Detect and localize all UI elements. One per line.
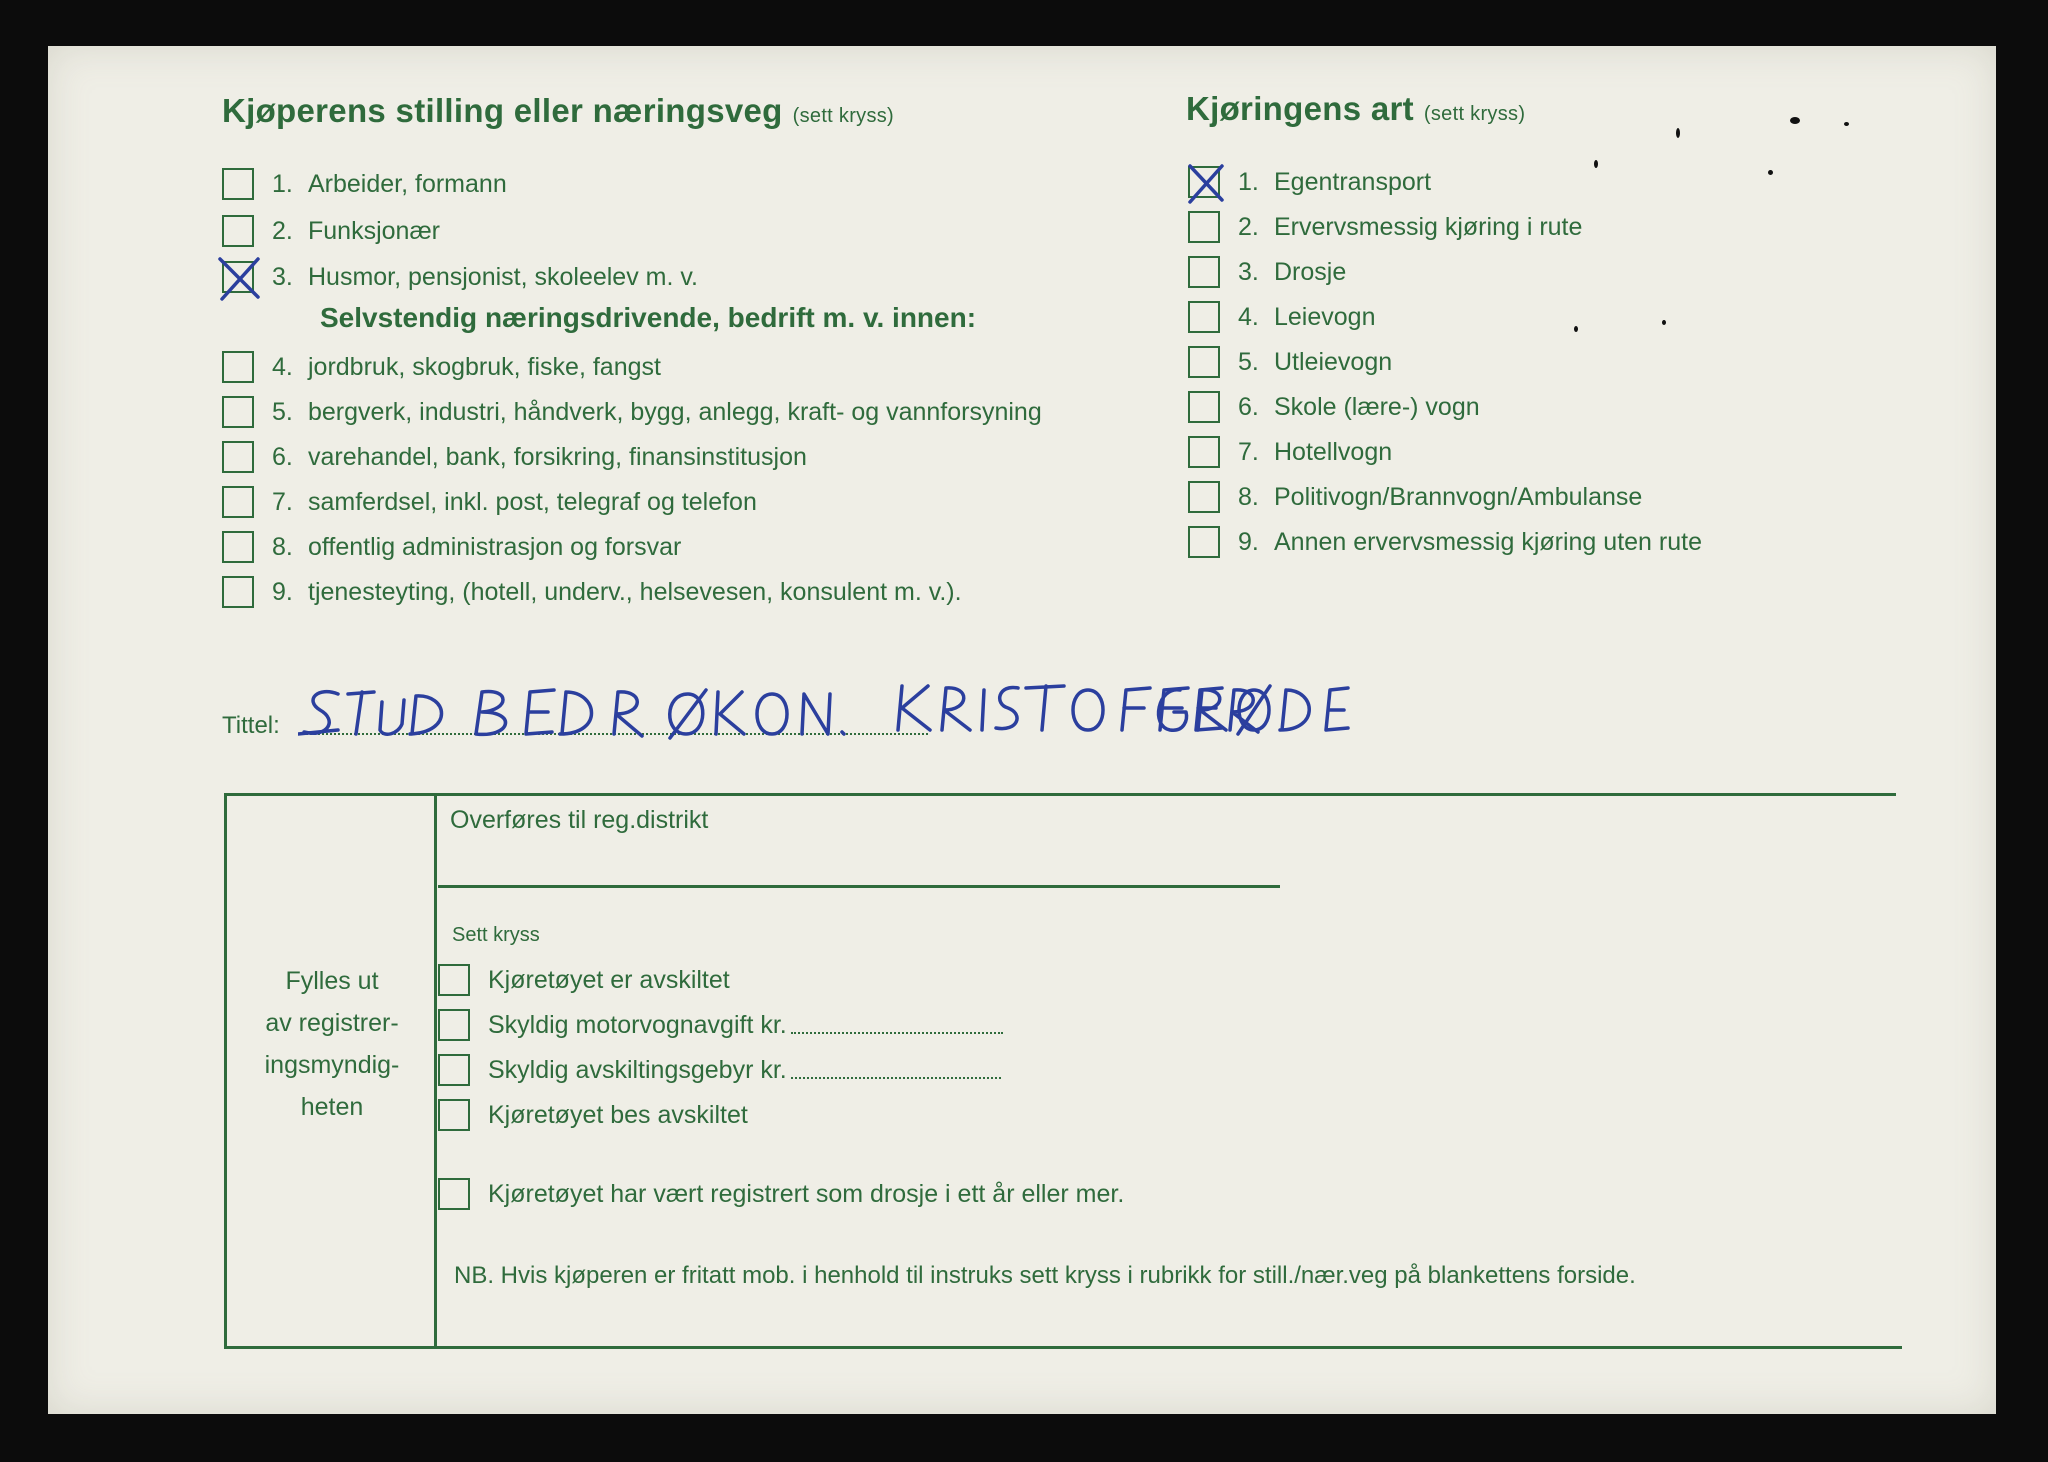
item-number: 5. bbox=[1238, 347, 1259, 376]
item-label: offentlig administrasjon og forsvar bbox=[308, 532, 682, 561]
side-label-line: heten bbox=[300, 1093, 364, 1121]
check-label: Skyldig motorvognavgift kr. bbox=[488, 1010, 787, 1039]
right-item-3[interactable] bbox=[1188, 254, 1346, 290]
item-label: Annen ervervsmessig kjøring uten rute bbox=[1274, 527, 1702, 556]
authority-check-1[interactable] bbox=[438, 962, 730, 998]
self-employed-subheading: Selvstendig næringsdrivende, bedrift m. v. innen: bbox=[320, 302, 977, 333]
item-label: Arbeider, formann bbox=[308, 169, 507, 198]
item-number: 5. bbox=[272, 397, 293, 426]
checkbox[interactable] bbox=[438, 1054, 470, 1086]
authority-check-2[interactable] bbox=[438, 1007, 1003, 1043]
checkbox-checked[interactable] bbox=[1188, 166, 1220, 198]
checkbox[interactable] bbox=[222, 486, 254, 518]
left-heading-note: (sett kryss) bbox=[792, 105, 895, 127]
item-number: 1. bbox=[1238, 167, 1259, 196]
side-label-line: av registrer- bbox=[265, 1009, 399, 1037]
authority-side-label bbox=[232, 960, 432, 1128]
item-label: Leievogn bbox=[1274, 302, 1376, 331]
handwritten-x-icon bbox=[216, 255, 264, 303]
item-label: Politivogn/Brannvogn/Ambulanse bbox=[1274, 482, 1643, 511]
item-number: 7. bbox=[1238, 437, 1259, 466]
left-item-1[interactable] bbox=[222, 166, 507, 202]
paper-speck bbox=[1662, 320, 1666, 325]
check-label: Kjøretøyet bes avskiltet bbox=[488, 1100, 748, 1129]
item-label: Ervervsmessig kjøring i rute bbox=[1274, 212, 1583, 241]
checkbox[interactable] bbox=[222, 396, 254, 428]
item-number: 2. bbox=[1238, 212, 1259, 241]
item-label: Husmor, pensjonist, skoleelev m. v. bbox=[308, 262, 698, 291]
item-label: bergverk, industri, håndverk, bygg, anlegg, kraft- og vannforsyning bbox=[308, 397, 1042, 426]
side-label-line: ingsmyndig- bbox=[264, 1051, 400, 1079]
amount-dotted-line[interactable] bbox=[791, 1077, 1001, 1079]
right-item-9[interactable] bbox=[1188, 524, 1702, 560]
checkbox[interactable] bbox=[1188, 301, 1220, 333]
right-item-5[interactable] bbox=[1188, 344, 1392, 380]
right-item-1[interactable] bbox=[1188, 164, 1431, 200]
paper-speck bbox=[1676, 128, 1680, 138]
item-number: 8. bbox=[272, 532, 293, 561]
right-item-8[interactable] bbox=[1188, 479, 1642, 515]
amount-dotted-line[interactable] bbox=[791, 1032, 1003, 1034]
checkbox[interactable] bbox=[1188, 481, 1220, 513]
transfer-district-label: Overføres til reg.distrikt bbox=[450, 806, 709, 834]
item-label: tjenesteyting, (hotell, underv., helsevesen, konsulent m. v.). bbox=[308, 577, 962, 606]
item-number: 6. bbox=[1238, 392, 1259, 421]
checkbox[interactable] bbox=[438, 1009, 470, 1041]
paper-speck bbox=[1790, 117, 1800, 124]
left-item-4[interactable] bbox=[222, 349, 661, 385]
transfer-district-field-line[interactable] bbox=[438, 885, 1280, 888]
authority-check-4[interactable] bbox=[438, 1097, 748, 1133]
checkbox[interactable] bbox=[1188, 526, 1220, 558]
checkbox[interactable] bbox=[222, 576, 254, 608]
item-label: varehandel, bank, forsikring, finansinstitusjon bbox=[308, 442, 807, 471]
checkbox[interactable] bbox=[222, 168, 254, 200]
side-label-line: Fylles ut bbox=[285, 967, 379, 995]
item-number: 2. bbox=[272, 216, 293, 245]
item-number: 9. bbox=[272, 577, 293, 606]
item-label: Egentransport bbox=[1274, 167, 1432, 196]
item-number: 4. bbox=[1238, 302, 1259, 331]
authority-box-divider bbox=[434, 793, 437, 1346]
left-item-2[interactable] bbox=[222, 213, 440, 249]
checkbox[interactable] bbox=[1188, 391, 1220, 423]
item-number: 3. bbox=[1238, 257, 1259, 286]
sett-kryss-label: Sett kryss bbox=[452, 924, 540, 946]
nb-note: NB. Hvis kjøperen er fritatt mob. i henhold til instruks sett kryss i rubrikk for still./nær.veg på blankettens forside. bbox=[454, 1262, 1636, 1289]
authority-box-left-border bbox=[224, 793, 227, 1349]
left-section-heading bbox=[222, 92, 894, 130]
authority-check-3[interactable] bbox=[438, 1052, 1001, 1088]
checkbox[interactable] bbox=[222, 531, 254, 563]
item-number: 7. bbox=[272, 487, 293, 516]
left-heading-text: Kjøperens stilling eller næringsveg bbox=[222, 92, 783, 129]
check-label: Kjøretøyet er avskiltet bbox=[488, 965, 730, 994]
check-label: Kjøretøyet har vært registrert som drosje i ett år eller mer. bbox=[488, 1179, 1125, 1208]
right-item-6[interactable] bbox=[1188, 389, 1480, 425]
checkbox[interactable] bbox=[438, 1178, 470, 1210]
authority-box-bottom-border bbox=[226, 1346, 1902, 1349]
item-label: Skole (lære-) vogn bbox=[1274, 392, 1480, 421]
item-number: 6. bbox=[272, 442, 293, 471]
checkbox[interactable] bbox=[438, 1099, 470, 1131]
authority-box-top-border bbox=[226, 793, 1896, 796]
item-label: Hotellvogn bbox=[1274, 437, 1393, 466]
right-item-4[interactable] bbox=[1188, 299, 1375, 335]
left-item-5[interactable] bbox=[222, 394, 1042, 430]
item-number: 8. bbox=[1238, 482, 1259, 511]
item-number: 1. bbox=[272, 169, 293, 198]
handwritten-x-icon bbox=[1182, 160, 1230, 208]
item-label: Utleievogn bbox=[1274, 347, 1393, 376]
item-number: 4. bbox=[272, 352, 293, 381]
authority-check-5[interactable] bbox=[438, 1176, 1124, 1212]
paper-speck bbox=[1844, 122, 1849, 126]
checkbox[interactable] bbox=[222, 215, 254, 247]
item-label: jordbruk, skogbruk, fiske, fangst bbox=[308, 352, 661, 381]
item-number: 9. bbox=[1238, 527, 1259, 556]
checkbox[interactable] bbox=[1188, 256, 1220, 288]
left-item-7[interactable] bbox=[222, 484, 757, 520]
item-label: Funksjonær bbox=[308, 216, 440, 245]
item-number: 3. bbox=[272, 262, 293, 291]
checkbox[interactable] bbox=[1188, 211, 1220, 243]
checkbox[interactable] bbox=[222, 441, 254, 473]
left-item-9[interactable] bbox=[222, 574, 962, 610]
left-item-6[interactable] bbox=[222, 439, 807, 475]
right-heading-text: Kjøringens art bbox=[1186, 90, 1414, 127]
right-heading-note: (sett kryss) bbox=[1423, 103, 1526, 125]
item-label: samferdsel, inkl. post, telegraf og telefon bbox=[308, 487, 757, 516]
right-section-heading bbox=[1186, 90, 1525, 128]
paper-speck bbox=[1768, 170, 1773, 175]
checkbox-checked[interactable] bbox=[222, 261, 254, 293]
right-item-7[interactable] bbox=[1188, 434, 1392, 470]
right-item-2[interactable] bbox=[1188, 209, 1582, 245]
tittel-label: Tittel: bbox=[222, 712, 280, 739]
checkbox[interactable] bbox=[222, 351, 254, 383]
checkbox[interactable] bbox=[1188, 436, 1220, 468]
checkbox[interactable] bbox=[1188, 346, 1220, 378]
paper-speck bbox=[1594, 160, 1598, 168]
item-label: Drosje bbox=[1274, 257, 1347, 286]
checkbox[interactable] bbox=[438, 964, 470, 996]
paper-speck bbox=[1574, 326, 1578, 332]
left-item-3[interactable] bbox=[222, 259, 698, 295]
tittel-handwritten-surname bbox=[1150, 676, 1350, 746]
left-item-8[interactable] bbox=[222, 529, 681, 565]
check-label: Skyldig avskiltingsgebyr kr. bbox=[488, 1055, 787, 1084]
